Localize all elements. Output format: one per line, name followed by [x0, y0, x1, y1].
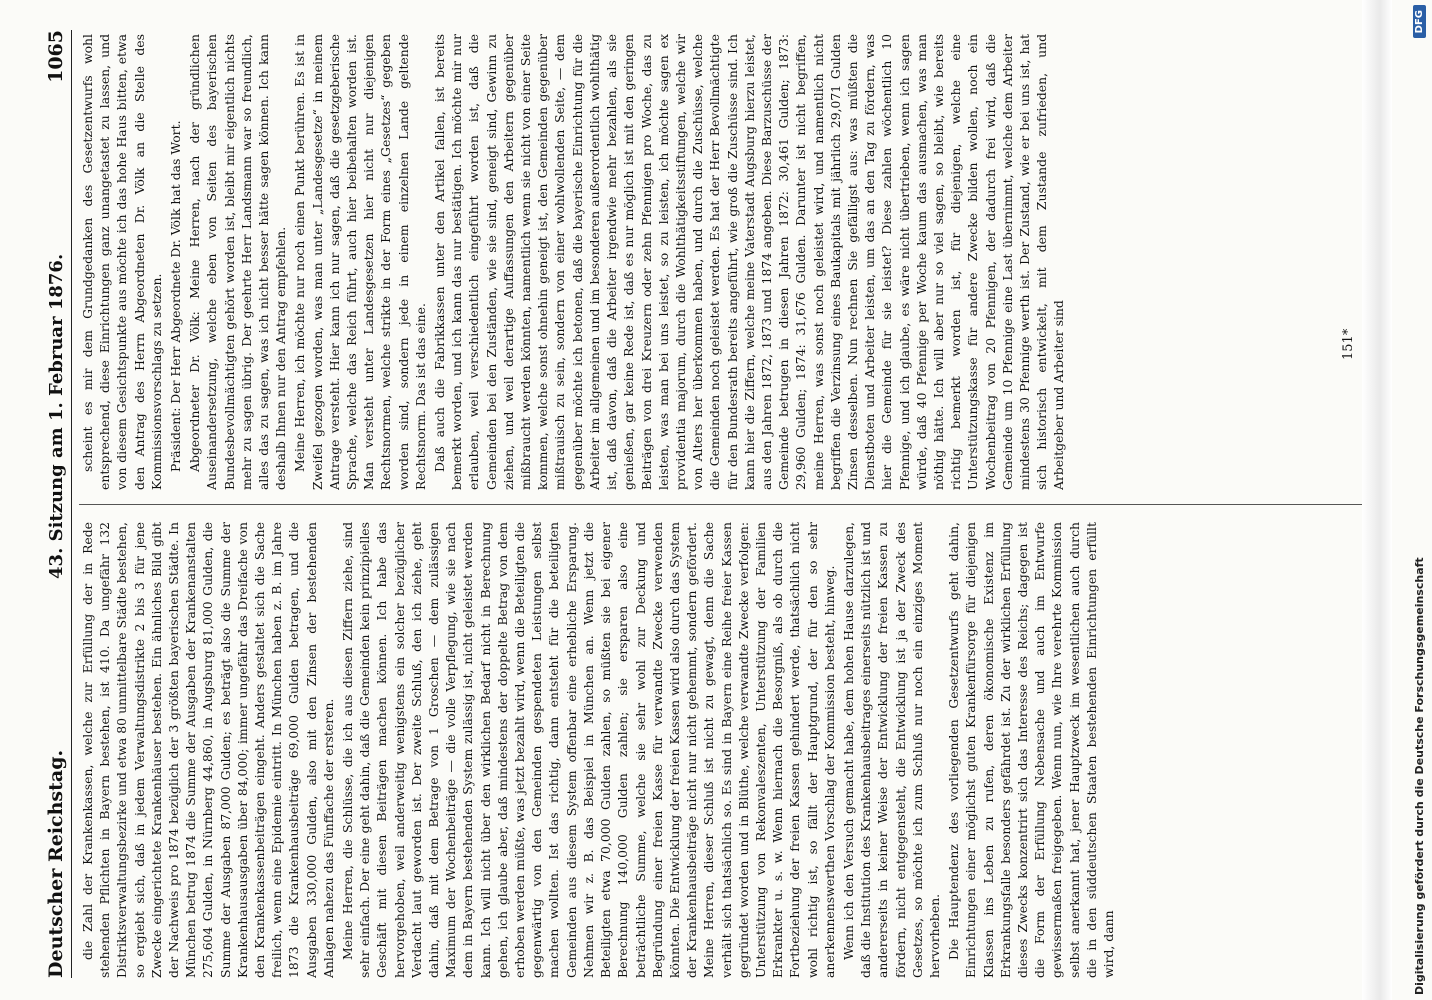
paragraph: Meine Herren, die Schlüsse, die ich aus diesen Ziffern ziehe, sind sehr einfach. Der eine geht dahin, daß die Gemeinden kein prinzipielles Geschäft mit diesen Beiträgen machen können. Ich habe das hervorgehoben, weil anderweitig wenigstens ein solcher bezüglicher Verdacht laut geworden ist. Der zweite Schluß, den ich ziehe, geht dahin, daß mit dem Betrage von 1 Groschen — dem zulässigen Maximum der Wochenbeiträge — die volle Verpflegung, wie sie nach dem in Bayern bestehenden System zulässig ist, nicht geleistet werden kann. Ich will nicht über den wirklichen Bedarf nicht in Berechnung gehen, ich glaube aber, daß mindestens der doppelte Betrag von dem erhoben werden müßte, was jetzt bezahlt wird, wenn die Beteiligten die gegenwärtig von den Gemeinden gespendeten Leistungen selbst machen wollten. Ist das richtig, dann entsteht für die beteiligten Gemeinden aus diesem System offenbar eine erhebliche Ersparung. Nehmen wir z. B. das Beispiel in München an. Wenn jetzt die Beteiligten etwa 70,000 Gulden zahlen, so müßten sie bei eigener Berechnung 140,000 Gulden zahlen; sie ersparen also eine beträchtliche Summe, welche sie sehr wohl zur Deckung und Begründung einer freien Kasse für verwandte Zwecke verwenden könnten. Die Entwicklung der freien Kassen wird also durch das System der Krankenhausbeiträge nicht nur nicht gehemmt, sondern gefördert. Meine Herren, dieser Schluß ist nicht zu gewagt, denn die Sache verhält sich thatsächlich so. Es sind in Bayern eine Reihe freier Kassen gegründet worden und in Blüthe, welche verwandte Zwecke verfolgen: Unterstützung von Rekonvaleszenten, Unterstützung der Familien Erkrankter u. s. w. Wenn hiernach die Besorgniß, als ob durch die Fortbeziehung der freien Kassen gehindert werde, thatsächlich nicht wohl richtig ist, so fällt der Hauptgrund, der für den so sehr anerkennenswerthen Vorschlag der Kommission besteht, hinweg.: [340, 522, 837, 978]
paragraph: scheint es mir dem Grundgedanken des Gesetzentwurfs wohl entsprechend, diese Einrichtungen ganz unangetastet zu lassen, und von diesem Gesichtspunkte aus möchte ich das hohe Haus bitten, etwa den Antrag des Herrn Abgeordneten Dr. Völk an die Stelle des Kommissionsvorschlags zu setzen.: [80, 34, 164, 490]
header-session: 43. Sitzung am 1. Februar 1876.: [45, 253, 67, 579]
paragraph: Wenn ich den Versuch gemacht habe, dem hohen Hause darzulegen, daß die Institution des Krankenhausbeitrages einerseits nützlich ist und andererseits in keiner Weise der Entwicklung der freien Kassen zu fördern, nicht entgegensteht, die Entwicklung ist ja der Zweck des Gesetzes, so möchte ich zum Schluß nur noch ein einziges Moment hervorheben.: [840, 522, 942, 978]
column-divider: [79, 504, 1369, 505]
paragraph: Die Hauptendenz des vorliegenden Gesetzentwurfs geht dahin, Einrichtungen einer möglichst guten Krankenfürsorge für diejenigen Klassen ins Leben zu rufen, deren ökonomische Existenz im Erkrankungsfalle besonders gefährdet ist. Zu der wirklichen Erfüllung dieses Zwecks konzentrirt sich das Interesse des Reichs; dagegen ist die Form der Erfüllung Nebensache und auch im Entwurfe gewissermaßen freigegeben. Wenn nun, wie Ihre verehrte Kommission selbst anerkannt hat, jener Hauptzweck im wesentlichen auch durch die in den süddeutschen Staaten bestehenden Einrichtungen erfüllt wird, dann: [946, 522, 1116, 978]
paragraph: die Zahl der Krankenkassen, welche zur Erfüllung der in Rede stehenden Pflichten in Bayern bestehen, ist 410. Da ungefähr 132 Distriktsverwaltungsbezirke und etwa 80 unmittelbare Städte bestehen, so ergiebt sich, daß in jedem Verwaltungsdistrikte 2 bis 3 für jene Zwecke eingerichtete Krankenhäuser bestehen. Ein ähnliches Bild gibt der Nachweis pro 1874 bezüglich der 3 größten bayerischen Städte. In München betrug 1874 die Summe der Ausgaben der Krankenanstalten 275,604 Gulden, in Nürnberg 44,860, in Augsburg 81,000 Gulden, die Summe der Ausgaben 87,000 Gulden; es beträgt also die Summe der Krankenhausausgaben über 84,000; immer ungefähr das Dreifache von den Krankenkassenbeiträgen eingeht. Anders gestaltet sich die Sache freilich, wenn eine Epidemie eintritt. In München haben z. B. im Jahre 1873 die Krankenhausbeiträge 69,000 Gulden betragen, und die Ausgaben 330,000 Gulden, also mit den Zinsen der bestehenden Anlagen nahezu das Fünffache der ersteren.: [80, 522, 336, 978]
text-column-right: [79, 34, 1379, 490]
header-page-number: 1065: [45, 30, 67, 83]
paragraph: Abgeordneter Dr. Völk: Meine Herren, nach der gründlichen Auseinandersetzung, welche eben von Seiten des bayerischen Bundesbevollmächtigten gehört worden ist, bleibt mir eigentlich nichts mehr zu sagen übrig. Der geehrte Herr Landsmann war so freundlich, alles das zu sagen, was ich nicht besser hätte sagen können. Ich kann deshalb Ihnen nur den Antrag empfehlen.: [187, 34, 289, 490]
funding-note: [1398, 0, 1432, 1000]
running-header: [41, 30, 72, 978]
paragraph: Daß auch die Fabrikkassen unter den Artikel fallen, ist bereits bemerkt worden, und ich kann das nur bestätigen. Ich möchte mir nur erlauben, weil verschiedentlich eingeführt worden ist, daß die Gemeinden bei den Zuständen, wie sie sind, geneigt sind, Gewinn zu ziehen, und weil derartige Auffassungen den Arbeitern gegenüber mißbraucht werden könnten, namentlich wenn sie nicht von einer Seite kommen, welche sonst ohnehin geneigt ist, den Gemeinden gegenüber mißtrauisch zu sein, sondern von einer wohlwollenden Seite, — dem gegenüber möchte ich betonen, daß die bayerische Einrichtung für die Arbeiter im allgemeinen und im besonderen außerordentlich wohlthätig ist, daß davon, daß die Arbeiter irgendwie mehr bezahlen, als sie genießen, gar keine Rede ist, daß es nur möglich ist mit den geringen Beiträgen von drei Kreuzern oder zehn Pfennigen pro Woche, das zu leisten, was man bei uns leistet, so zu leisten, ich möchte sagen ex providentia majorum, durch die Wohlthätigkeitsstiftungen, welche wir von Alters her überkommen haben, und durch die Zuschüsse, welche die Gemeinden noch geleistet werden. Es hat der Herr Bevollmächtigte für den Bundesrath bereits angeführt, wie groß die Zuschüsse sind. Ich kann hier die Ziffern, welche meine Vaterstadt Augsburg hierzu leistet, aus den Jahren 1872, 1873 und 1874 angeben. Diese Barzuschüsse der Gemeinde betrugen in diesen Jahren 1872: 30,461 Gulden; 1873: 29,960 Gulden; 1874: 31,676 Gulden. Darunter ist nicht begriffen, meine Herren, was sonst noch geleistet wird, und namentlich nicht begriffen die Verzinsung eines Baukapitals mit jährlich 29,071 Gulden Zinsen desselben. Nun rechnen Sie gefälligst aus: was müßten die Dienstboten und Arbeiter leisten, um das an den Tag zu fördern, was hier die Gemeinde für sie leistet? Diese zahlen wöchentlich 10 Pfennige, und ich glaube, es wäre nicht übertrieben, wenn ich sagen würde, daß 40 Pfennige per Woche kaum das ausmachen, was man nöthig hätte. Ich will aber nur so viel sagen, so bleibt, wie bereits richtig bemerkt worden ist, für diejenigen, welche eine Unterstützungskasse für andere Zwecke bilden wollen, noch ein Wochenbeitrag von 20 Pfennigen, der dadurch frei wird, daß die Gemeinde um 10 Pfennige eine Last übernimmt, welche dem Arbeiter mindestens 30 Pfennige werth ist. Der Zustand, wie er bei uns ist, hat sich historisch entwickelt, mit dem Zustande zufrieden, und Arbeitgeber und Arbeiter sind: [432, 34, 1067, 490]
header-publication: Deutscher Reichstag.: [45, 749, 67, 978]
funding-note-text: [1406, 5, 1432, 995]
paragraph: Präsident: Der Herr Abgeordnete Dr. Völk hat das Wort.: [168, 120, 184, 472]
funding-note-label: Digitalisierung gefördert durch die Deutsche Forschungsgemeinschaft: [1412, 557, 1426, 995]
text-column-left: [79, 522, 1379, 978]
dfg-logo: DFG: [1413, 5, 1426, 38]
scan-edge: [1362, 0, 1392, 1000]
signature-mark: 151*: [1341, 328, 1356, 360]
paragraph: Meine Herren, ich möchte nur noch einen Punkt berühren. Es ist in Zweifel gezogen worden, was man unter „Landesgesetze“ in meinem Antrage versteht. Hier kann ich nur sagen, daß die gesetzgeberische Sprache, welche das Reich führt, auch hier beibehalten worden ist. Man versteht unter Landesgesetzen hier nicht nur diejenigen Rechtsnormen, welche strikte in der Form eines „Gesetzes“ gegeben worden sind, sondern jede in einem einzelnen Lande geltende Rechtsnorm. Das ist das eine.: [292, 34, 428, 490]
page-content: [31, 10, 1401, 1000]
